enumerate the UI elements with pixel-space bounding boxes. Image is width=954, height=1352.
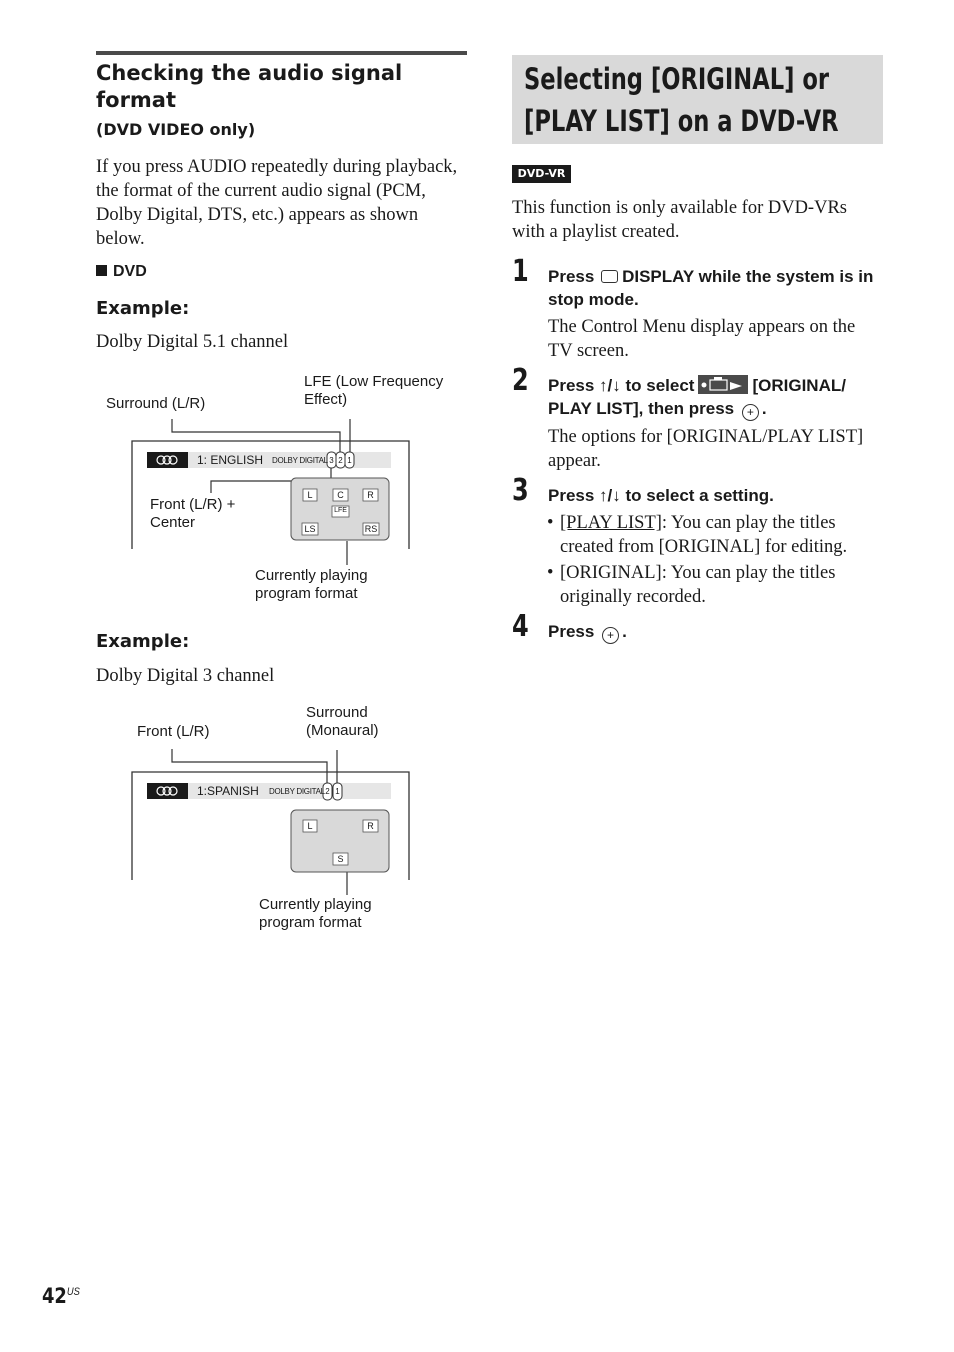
bar-language: 1: ENGLISH [197,453,264,467]
function-note: This function is only available for DVD-VRs with a playlist created. [512,198,847,242]
step-4-title [548,620,627,644]
playlist-desc: : You can play the titles created from [ORIGINAL] for editing. [560,513,848,557]
surround-label: Surround (L/R) [106,395,206,412]
display-icon [601,270,618,283]
bar-language-2: 1:SPANISH [197,784,259,798]
example1-caption: Dolby Digital 5.1 channel [96,332,289,352]
audio-icon-box-2 [147,783,188,799]
intro-paragraph: If you press AUDIO repeatedly during playback, the format of the current audio signal (PCM, Dolby Digital, DTS, etc.) appears as shown below. [96,157,458,249]
step-2-title [548,374,893,421]
step-2-body: The options for [ORIGINAL/PLAY LIST] appear. [548,427,864,471]
enter-button-icon: + [602,627,619,644]
page-title [524,58,838,142]
original-playlist-icon [698,375,748,394]
example1-label: Example: [96,298,190,319]
playing-format-label-2: Currently playing program format [259,896,372,931]
step-3-title: Press ↑/↓ to select a setting. [548,486,774,505]
bar-dolby-2: DOLBY DIGITAL [269,787,325,796]
step-4-title-d: . [622,622,627,641]
page-title-line-2: [PLAY LIST] on a DVD-VR [524,104,839,138]
page-title-line-1: Selecting [ORIGINAL] or [524,62,830,96]
channel-count-surround: 2 [338,456,343,465]
dvd-heading-label: DVD [113,263,147,280]
original-term: [ORIGINAL] [560,563,662,583]
step-1-title [548,265,888,311]
dvd-vr-badge: DVD-VR [512,165,571,183]
original-desc: : You can play the titles originally recorded. [560,563,836,607]
step-2-title-b: [ORIGINAL/ [752,376,846,395]
playlist-term: [PLAY LIST] [560,513,662,533]
channel-count-front-2: 2 [325,787,330,796]
step-4-number: 4 [512,609,529,644]
example2-label: Example: [96,631,190,652]
bullet-dot: • [547,563,554,583]
step-1-body: The Control Menu display appears on the TV screen. [548,317,856,361]
step-1-title-a: Press [548,267,595,286]
page-number-value: 42 [42,1284,67,1308]
step-2-title-d: . [761,399,767,418]
speaker-l: L [307,490,313,500]
speaker-ls: LS [304,524,316,534]
page-number [42,1284,80,1308]
step-3-number: 3 [512,473,529,508]
step-2-title-c: PLAY LIST], then press [548,399,735,418]
step-3-bullet-2 [547,561,887,609]
lfe-label: LFE (Low Frequency Effect) [304,373,444,408]
playing-format-label: Currently playing program format [255,567,368,602]
front-label: Front (L/R) [137,723,210,740]
channel-count-surround-2: 1 [335,787,340,796]
front-center-label: Front (L/R) + Center [150,496,236,531]
section-heading: Checking the audio signal format [96,61,403,112]
page-number-suffix: US [66,1286,80,1298]
speaker-r-2: R [367,821,374,831]
speaker-lfe: LFE [334,507,347,514]
bullet-dot: • [547,513,554,533]
example2-caption: Dolby Digital 3 channel [96,666,275,686]
step-1-number: 1 [512,254,529,289]
step-2-title-a: Press ↑/↓ to select [548,376,695,395]
speaker-l-2: L [307,821,313,831]
step-3-bullet-1 [547,511,887,559]
speaker-rs: RS [364,524,378,534]
speaker-r: R [367,490,374,500]
channel-count-front: 3 [329,456,334,465]
channel-count-lfe: 1 [347,456,352,465]
bar-dolby: DOLBY DIGITAL [272,456,328,465]
step-2-number: 2 [512,363,529,398]
step-1-title-b: DISPLAY while the system is in stop mode. [548,267,874,309]
section-subheading: (DVD VIDEO only) [96,120,256,139]
speaker-c: C [337,490,344,500]
speaker-s-2: S [337,854,344,864]
surround-monaural-label: Surround (Monaural) [306,704,379,739]
enter-button-icon: + [742,404,759,421]
step-4-title-a: Press [548,622,595,641]
